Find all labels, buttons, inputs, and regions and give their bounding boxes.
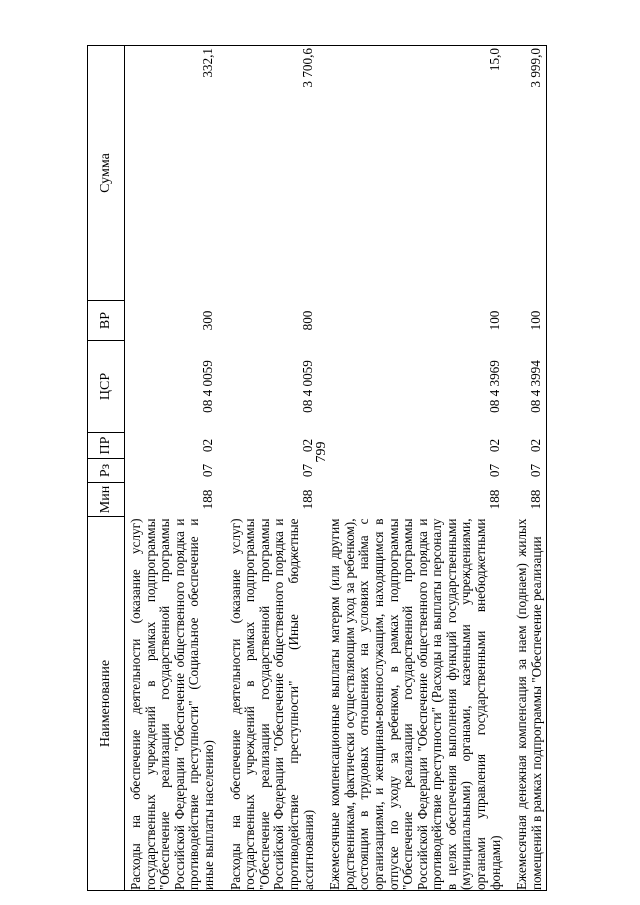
- row-rz: 07: [486, 463, 502, 478]
- row-sum: 3 999,0: [505, 46, 547, 301]
- row-name: Расходы на обеспечение деятельности (оказание услуг) государственных учреждений в рамках подпрограммы "Обеспечение реализации государственной программы Российской Федерации "Обеспечение общественного порядка и противодействие преступности" (Социальное обеспечение и иные выплаты населению): [125, 517, 219, 891]
- row-rz: 07: [299, 463, 315, 478]
- row-min: 188: [486, 489, 502, 510]
- header-csr: ЦСР: [88, 341, 125, 433]
- table-row: [505, 46, 547, 891]
- row-min: 188: [505, 483, 547, 517]
- row-rz: 07: [199, 463, 215, 478]
- row-sum: 3 700,6: [219, 46, 319, 301]
- header-sum: Сумма: [88, 46, 125, 301]
- budget-table-page: [87, 46, 593, 891]
- table-header: [88, 46, 125, 891]
- header-min: Мин: [88, 483, 125, 517]
- row-name: Расходы на обеспечение деятельности (оказание услуг) государственных учреждений в рамках подпрограммы "Обеспечение реализации государственной программы Российской Федерации "Обеспечение общественного порядка и противодействие преступности" (Иные бюджетные ассигнования): [219, 517, 319, 891]
- table-row: [219, 46, 319, 891]
- table-row: [318, 46, 505, 891]
- row-name: Ежемесячные компенсационные выплаты матерям (или другим родственникам, фактически осуществляющим уход за ребенком), состоящим в трудовых отношениях на условиях найма с организациями, и женщинам-военнослужащим, находящимся в отпуске по уходу за ребенком, в рамках подпрограммы "Обеспечение реализации государственной программы Российской Федерации "Обеспечение общественного порядка и противодействие преступности" (Расходы на выплаты персоналу в целях обеспечения выполнения функций государственными (муниципальными) органами, казенными учреждениями, органами управления государственными внебюджетными фондами): [318, 517, 505, 891]
- row-min: 188: [199, 489, 215, 510]
- row-rz: 07: [505, 459, 547, 483]
- row-sum: 332,1: [125, 46, 219, 301]
- row-pr: 02: [299, 438, 315, 453]
- row-sum: 15,0: [318, 46, 505, 301]
- budget-table: [87, 45, 547, 891]
- row-pr: 02: [486, 438, 502, 453]
- row-vr: 100: [486, 310, 502, 331]
- row-csr: 08 4 0059: [299, 360, 315, 413]
- row-vr: 800: [299, 310, 315, 331]
- row-name: Ежемесячная денежная компенсация за наем (поднаем) жилых помещений в рамках подпрограммы "Обеспечение реализации: [505, 517, 547, 891]
- table-row: [125, 46, 219, 891]
- header-vr: ВР: [88, 301, 125, 341]
- row-pr: 02: [199, 438, 215, 453]
- row-vr: 300: [199, 310, 215, 331]
- page-number: 799: [314, 441, 329, 463]
- header-pr: ПР: [88, 433, 125, 459]
- row-csr: 08 4 0059: [199, 360, 215, 413]
- header-name: Наименование: [88, 517, 125, 891]
- row-csr: 08 4 3969: [486, 360, 502, 413]
- header-rz: Рз: [88, 459, 125, 483]
- row-min: 188: [299, 489, 315, 510]
- row-csr: 08 4 3994: [505, 341, 547, 433]
- row-pr: 02: [505, 433, 547, 459]
- row-vr: 100: [505, 301, 547, 341]
